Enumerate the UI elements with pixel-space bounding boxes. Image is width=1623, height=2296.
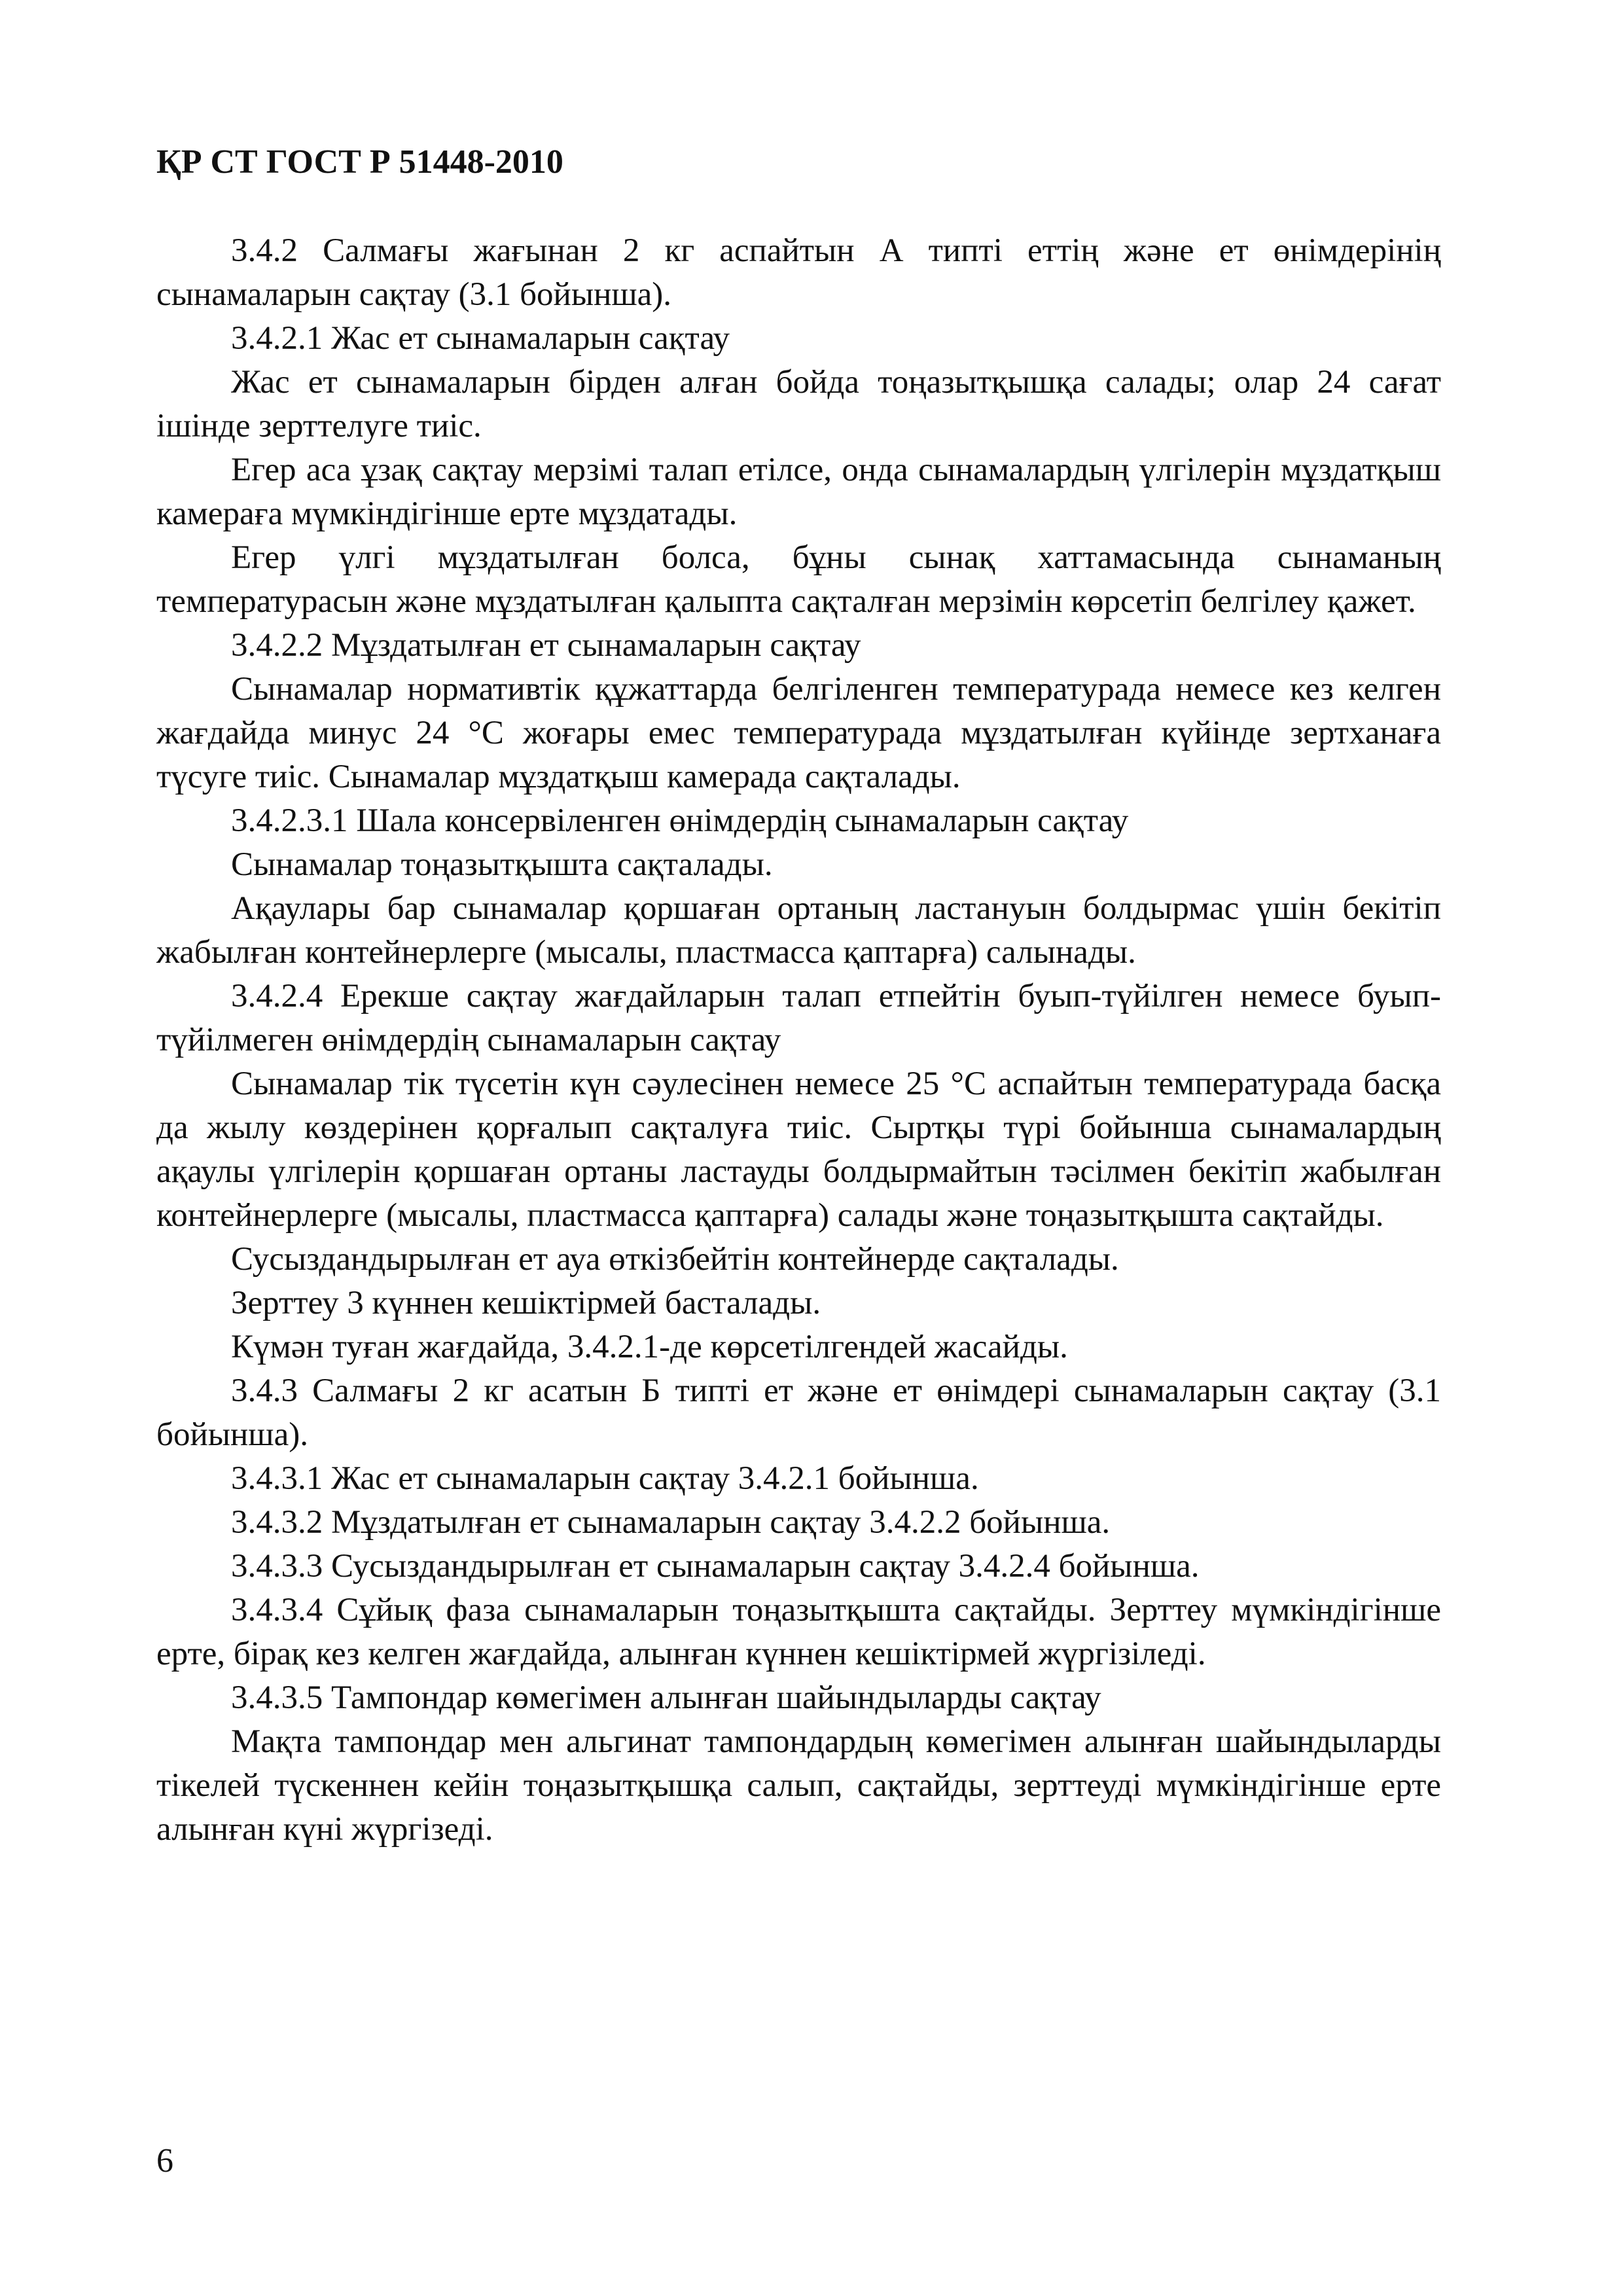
paragraph: Мақта тампондар мен альгинат тампондардың көмегімен алынған шайындыларды тікелей түскеннен кейін тоңазытқышқа салып, сақтайды, зерттеуді мүмкіндігінше ерте алынған күні жүргізеді. [156,1723,1441,1848]
paragraph: Күмән туған жағдайда, 3.4.2.1-де көрсетілгендей жасайды. [231,1329,1068,1365]
paragraph-3-4-3-3: 3.4.3.3 Сусыздандырылған ет сынамаларын сақтау 3.4.2.4 бойынша. [231,1548,1200,1585]
paragraph-3-4-3-4: 3.4.3.4 Сұйық фаза сынамаларын тоңазытқышта сақтайды. Зерттеу мүмкіндігінше ерте, бірақ кез келген жағдайда, алынған күннен кешіктірмей жүргізіледі. [156,1592,1441,1672]
heading-3-4-3-5: 3.4.3.5 Тампондар көмегімен алынған шайындыларды сақтау [231,1679,1101,1716]
page-number: 6 [156,2142,173,2179]
paragraph: Зерттеу 3 күннен кешіктірмей басталады. [231,1285,821,1321]
paragraph: Егер аса ұзақ сақтау мерзімі талап етілсе, онда сынамалардың үлгілерін мұздатқыш камераға мүмкіндігінше ерте мұздатады. [156,452,1441,532]
paragraph-3-4-3-1: 3.4.3.1 Жас ет сынамаларын сақтау 3.4.2.1 бойынша. [231,1460,979,1497]
heading-3-4-2-1: 3.4.2.1 Жас ет сынамаларын сақтау [231,320,730,357]
paragraph: Ақаулары бар сынамалар қоршаған ортаның ластануын болдырмас үшін бекітіп жабылған контейнерлерге (мысалы, пластмасса қаптарға) салынады. [156,890,1441,971]
document-body [156,229,1441,1852]
paragraph: Сусыздандырылған ет ауа өткізбейтін контейнерде сақталады. [231,1241,1119,1278]
paragraph-3-4-3: 3.4.3 Салмағы 2 кг асатын Б типті ет және ет өнімдері сынамаларын сақтау (3.1 бойынша). [156,1372,1441,1453]
paragraph: Сынамалар нормативтік құжаттарда белгіленген температурада немесе кез келген жағдайда минус 24 °С жоғары емес температурада мұздатылған күйінде зертханаға түсуге тиіс. Сынамалар мұздатқыш камерада сақталады. [156,671,1441,795]
paragraph: Сынамалар тік түсетін күн сәулесінен немесе 25 °С аспайтын температурада басқа да жылу көздерінен қорғалып сақталуға тиіс. Сыртқы түрі бойынша сынамалардың ақаулы үлгілерін қоршаған ортаны ластауды болдырмайтын тәсілмен бекітіп жабылған контейнерлерге (мысалы, пластмасса қаптарға) салады және тоңазытқышта сақтайды. [156,1066,1441,1234]
paragraph: Сынамалар тоңазытқышта сақталады. [231,846,773,883]
paragraph-3-4-2: 3.4.2 Салмағы жағынан 2 кг аспайтын А типті еттің және ет өнімдерінің сынамаларын сақтау (3.1 бойынша). [156,232,1441,313]
heading-3-4-2-4: 3.4.2.4 Ерекше сақтау жағдайларын талап етпейтін буып-түйілген немесе буып-түйілмеген өнімдердің сынамаларын сақтау [156,978,1441,1058]
paragraph: Жас ет сынамаларын бірден алған бойда тоңазытқышқа салады; олар 24 сағат ішінде зерттелуге тиіс. [156,364,1441,444]
heading-3-4-2-2: 3.4.2.2 Мұздатылған ет сынамаларын сақтау [231,627,861,664]
document-header: ҚР СТ ГОСТ Р 51448-2010 [156,143,563,181]
paragraph: Егер үлгі мұздатылған болса, бұны сынақ хаттамасында сынаманың температурасын және мұздатылған қалыпта сақталған мерзімін көрсетіп белгілеу қажет. [156,539,1441,620]
paragraph-3-4-3-2: 3.4.3.2 Мұздатылған ет сынамаларын сақтау 3.4.2.2 бойынша. [231,1504,1111,1541]
heading-3-4-2-3-1: 3.4.2.3.1 Шала консервіленген өнімдердің сынамаларын сақтау [231,802,1129,839]
